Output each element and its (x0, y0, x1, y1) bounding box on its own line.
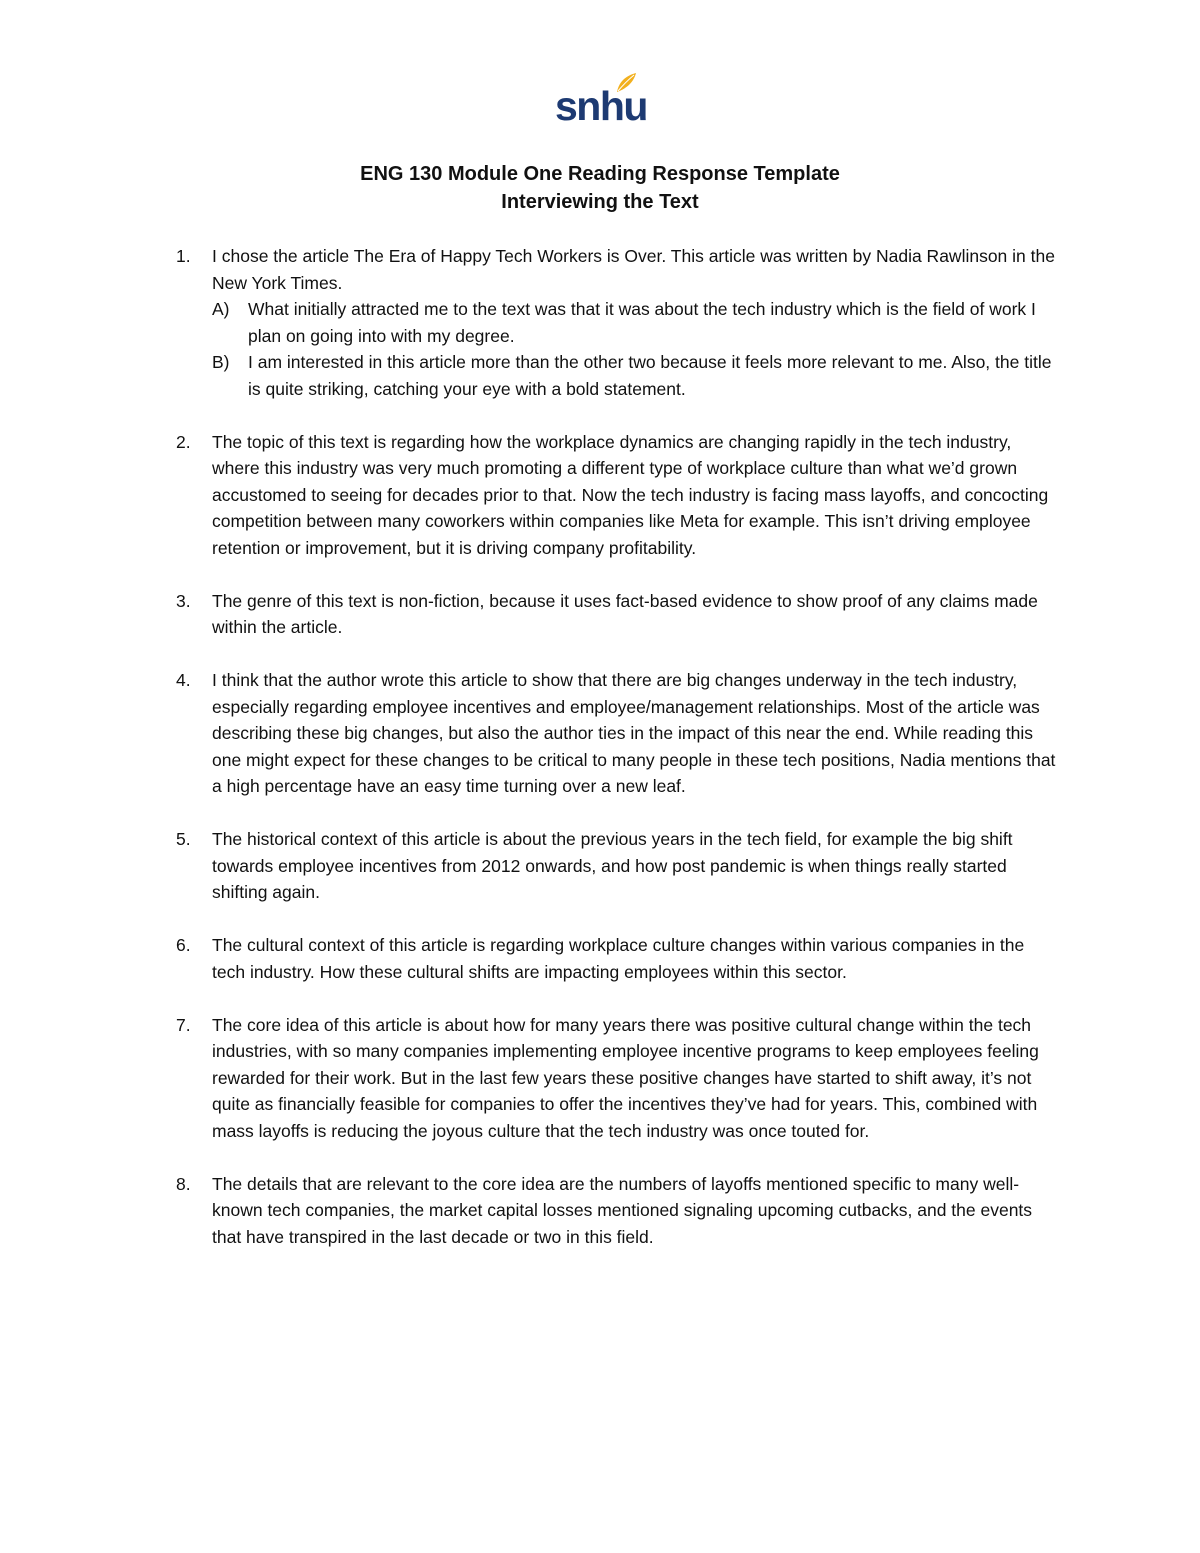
response-item-8 (172, 1171, 1062, 1251)
item-text: The genre of this text is non-fiction, because it uses fact-based evidence to show proof of any claims made within the article. (212, 590, 1038, 637)
item-number: 3. (176, 590, 191, 611)
item-text: The cultural context of this article is regarding workplace culture changes within various companies in the tech industry. How these cultural shifts are impacting employees within this sector. (212, 935, 1025, 982)
item-number: 1. (176, 246, 191, 266)
sub-item-a (212, 296, 1062, 349)
item-text: The historical context of this article is about the previous years in the tech field, for example the big shift towards employee incentives from 2012 onwards, and how post pandemic is when things really started shifting again. (212, 829, 1013, 902)
response-item-5 (172, 826, 1062, 906)
sub-item-letter: A) (212, 299, 230, 319)
item-text: The core idea of this article is about how for many years there was positive cultural change within the tech industries, with so many companies implementing employee incentive programs to keep employees feeling rewarded for their work. But in the last few years these positive changes have started to shift away, it’s not quite as financially feasible for companies to offer the incentives they’ve had for years. This, combined with mass layoffs is reducing the joyous culture that the tech industry was once touted for. (212, 1014, 1039, 1141)
item-text: The topic of this text is regarding how the workplace dynamics are changing rapidly in the tech industry, where this industry was very much promoting a different type of workplace culture than what we’d grown accustomed to seeing for decades prior to that. Now the tech industry is facing mass layoffs, and concocting competition between many coworkers within companies like Meta for example. This isn’t driving employee retention or improvement, but it is driving company profitability. (212, 431, 1049, 558)
snhu-logo (555, 72, 645, 134)
response-item-3 (172, 588, 1062, 641)
sub-item-b (212, 349, 1062, 402)
sub-item-text: I am interested in this article more than the other two because it feels more relevant to me. Also, the title is quite striking, catching your eye with a bold statement. (248, 352, 1052, 399)
document-header (0, 160, 1200, 216)
sub-item-text: What initially attracted me to the text was that it was about the tech industry which is the field of work I plan on going into with my degree. (248, 299, 1036, 346)
item-number: 2. (176, 431, 191, 452)
item-number: 4. (176, 670, 191, 690)
logo-text: snhu (555, 83, 647, 129)
response-item-7 (172, 1012, 1062, 1145)
page-title: ENG 130 Module One Reading Response Template (360, 163, 840, 185)
item-text: I chose the article The Era of Happy Tech Workers is Over. This article was written by Nadia Rawlinson in the New York Times. (212, 246, 1055, 293)
item-number: 8. (176, 1173, 191, 1194)
response-item-4 (172, 667, 1062, 800)
item-number: 5. (176, 829, 191, 849)
item-text: The details that are relevant to the core idea are the numbers of layoffs mentioned specific to many well-known tech companies, the market capital losses mentioned signaling upcoming cutbacks, and the events that have transpired in the last decade or two in this field. (212, 1173, 1033, 1247)
item-number: 7. (176, 1014, 191, 1035)
item-number: 6. (176, 935, 191, 955)
response-item-1 (172, 243, 1062, 402)
item-text: I think that the author wrote this article to show that there are big changes underway in the tech industry, especially regarding employee incentives and employee/management relationships. Most of the article was describing these big changes, but also the author ties in the impact of this near the end. While reading this one might expect for these changes to be critical to many people in these tech positions, Nadia mentions that a high percentage have an easy time turning over a new leaf. (212, 670, 1056, 796)
sub-item-letter: B) (212, 352, 230, 372)
page-subtitle: Interviewing the Text (501, 191, 699, 213)
response-list (172, 243, 1062, 1277)
leaf-icon (615, 72, 637, 94)
response-item-2 (172, 429, 1062, 562)
response-item-6 (172, 932, 1062, 985)
